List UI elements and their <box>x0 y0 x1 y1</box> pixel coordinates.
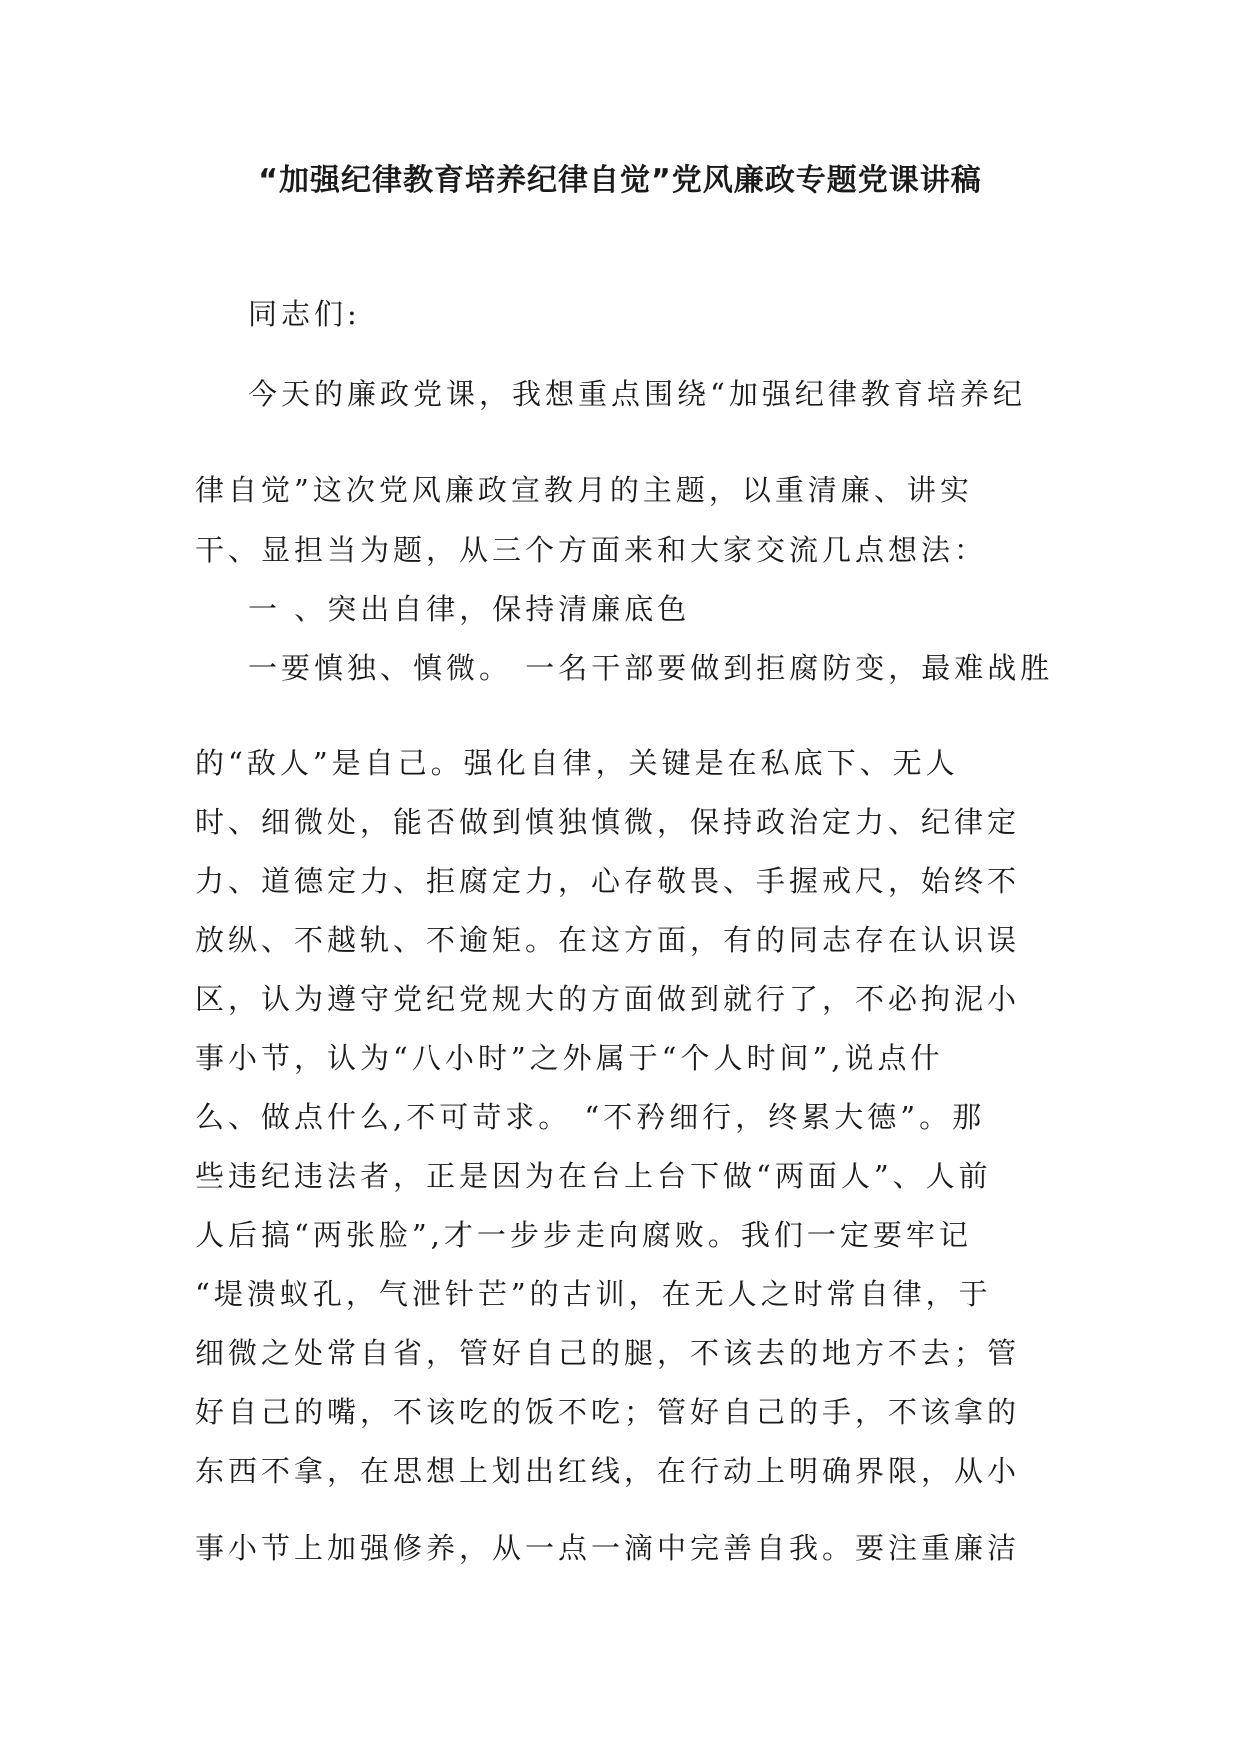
salutation: 同志们: <box>248 297 361 331</box>
paragraph-line: 事小节，认为“八小时”之外属于“个人时间”,说点什 <box>195 1041 944 1075</box>
paragraph-line: 今天的廉政党课，我想重点围绕“加强纪律教育培养纪 <box>248 377 1026 411</box>
paragraph-line: 事小节上加强修养，从一点一滴中完善自我。要注重廉洁 <box>195 1531 1021 1565</box>
paragraph-line: 干、显担当为题，从三个方面来和大家交流几点想法： <box>195 533 988 567</box>
paragraph-line: 细微之处常自省，管好自己的腿，不该去的地方不去；管 <box>195 1336 1021 1370</box>
paragraph-line: 区，认为遵守党纪党规大的方面做到就行了，不必拘泥小 <box>195 982 1021 1016</box>
paragraph-line: 么、做点什么,不可苛求。 “不矜细行，终累大德”。那 <box>195 1100 986 1134</box>
section-heading: 一 、突出自律，保持清廉底色 <box>248 592 691 626</box>
paragraph-line: 的“敌人”是自己。强化自律，关键是在私底下、无人 <box>195 746 959 780</box>
paragraph-line: 东西不拿，在思想上划出红线，在行动上明确界限，从小 <box>195 1454 1021 1488</box>
paragraph-line: 一要慎独、慎微。 一名干部要做到拒腐防变，最难战胜 <box>248 651 1054 685</box>
paragraph-line: 人后搞“两张脸”,才一步步走向腐败。我们一定要牢记 <box>195 1218 972 1252</box>
paragraph-line: 律自觉”这次党风廉政宣教月的主题，以重清廉、讲实 <box>195 473 973 507</box>
paragraph-line: “堤溃蚁孔，气泄针芒”的古训，在无人之时常自律，于 <box>195 1277 992 1311</box>
document-title: “加强纪律教育培养纪律自觉”党风廉政专题党课讲稿 <box>258 163 982 198</box>
paragraph-line: 放纵、不越轨、不逾矩。在这方面，有的同志存在认识误 <box>195 923 1021 957</box>
paragraph-line: 时、细微处，能否做到慎独慎微，保持政治定力、纪律定 <box>195 805 1021 839</box>
paragraph-line: 力、道德定力、拒腐定力，心存敬畏、手握戒尺，始终不 <box>195 864 1021 898</box>
paragraph-line: 好自己的嘴，不该吃的饭不吃；管好自己的手，不该拿的 <box>195 1395 1021 1429</box>
paragraph-line: 些违纪违法者，正是因为在台上台下做“两面人”、人前 <box>195 1159 992 1193</box>
